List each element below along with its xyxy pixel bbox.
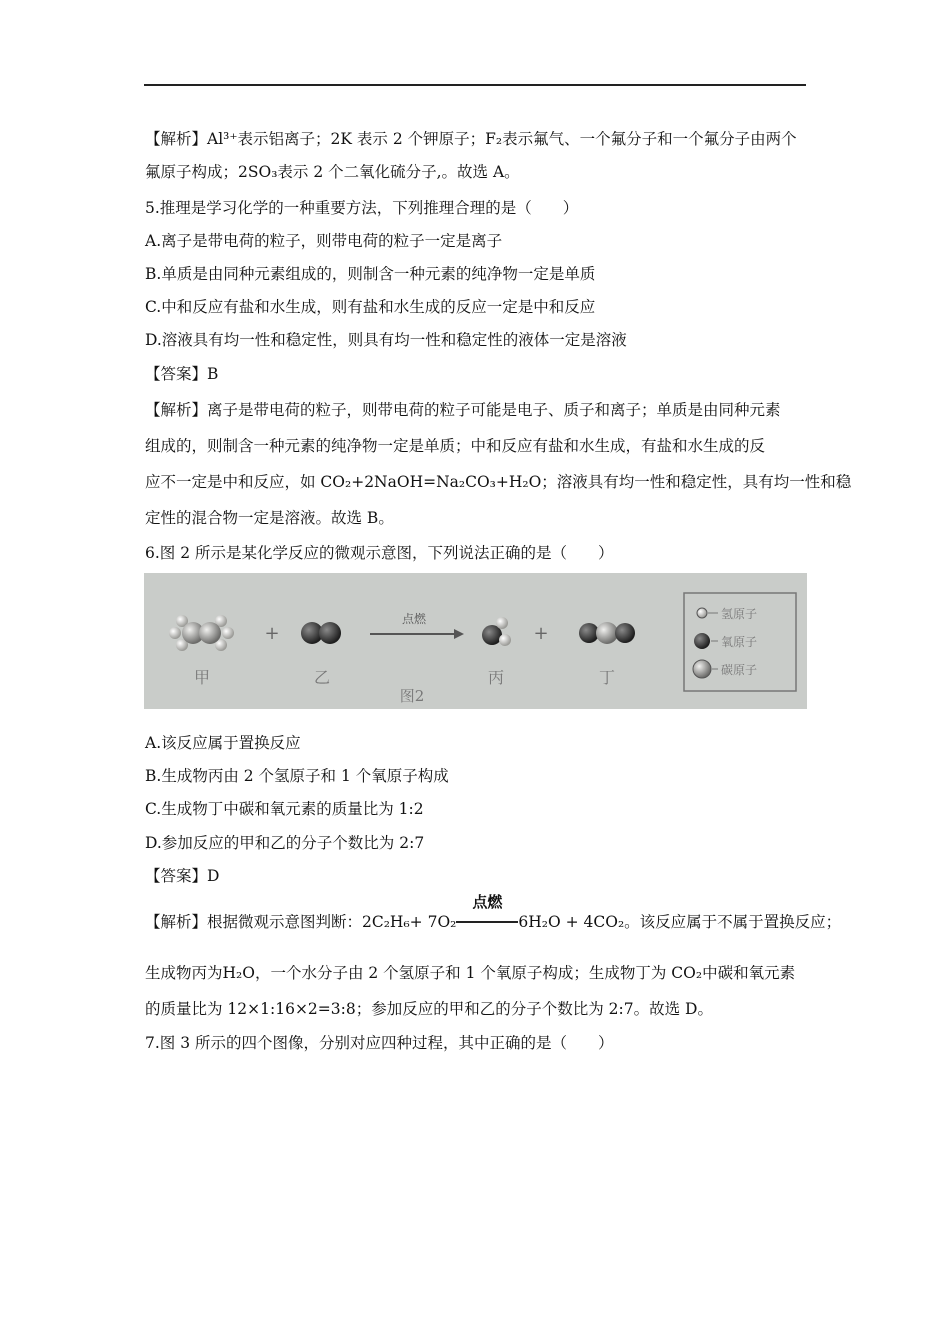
q5-option-b: B.单质是由同种元素组成的，则制含一种元素的纯净物一定是单质 xyxy=(145,265,596,283)
q6-option-d: D.参加反应的甲和乙的分子个数比为 2:7 xyxy=(145,834,425,852)
q5-analysis-line2: 组成的，则制含一种元素的纯净物一定是单质；中和反应有盐和水生成，有盐和水生成的反 xyxy=(145,437,766,455)
molecule-ding xyxy=(579,622,635,644)
question-6: 6.图 2 所示是某化学反应的微观示意图，下列说法正确的是（ ） xyxy=(145,544,614,562)
molecule-yi xyxy=(301,622,341,644)
arrow-condition-label: 点燃 xyxy=(401,612,427,626)
q6-analysis-line2: 生成物丙为H₂O，一个水分子由 2 个氢原子和 1 个氧原子构成；生成物丁为 CO₂中碳和氧元素 xyxy=(145,964,796,982)
q6-analysis-line1 xyxy=(145,893,842,932)
label-bing: 丙 xyxy=(487,668,505,687)
analysis-q4-line1: 【解析】Al³⁺表示铝离子；2K 表示 2 个钾原子；F₂表示氟气、一个氟分子和一个氟分子由两个 xyxy=(145,130,797,148)
q5-analysis-line4: 定性的混合物一定是溶液。故选 B。 xyxy=(145,509,394,527)
reaction-diagram-svg xyxy=(144,573,807,709)
q6-analysis-equation-right: 6H₂O + 4CO₂。该反应属于不属于置换反应； xyxy=(518,913,842,931)
question-5: 5.推理是学习化学的一种重要方法，下列推理合理的是（ ） xyxy=(145,199,579,217)
atom-legend xyxy=(684,593,796,691)
q6-analysis-line3: 的质量比为 12×1:16×2=3:8；参加反应的甲和乙的分子个数比为 2:7。故选 D。 xyxy=(145,1000,713,1018)
legend-hydrogen: 氢原子 xyxy=(721,607,758,621)
header-rule xyxy=(144,84,806,86)
molecule-jia xyxy=(169,615,234,651)
reaction-diagram-figure xyxy=(144,573,807,709)
q5-analysis-line3: 应不一定是中和反应，如 CO₂+2NaOH=Na₂CO₃+H₂O；溶液具有均一性和稳定性，具有均一性和稳 xyxy=(145,473,852,491)
q5-option-c: C.中和反应有盐和水生成，则有盐和水生成的反应一定是中和反应 xyxy=(145,298,596,316)
reaction-condition-bar xyxy=(456,913,518,923)
q5-answer: 【答案】B xyxy=(145,365,219,383)
plus-sign-2: + xyxy=(533,623,549,644)
q6-option-b: B.生成物丙由 2 个氢原子和 1 个氧原子构成 xyxy=(145,767,449,785)
plus-sign-1: + xyxy=(264,623,280,644)
reaction-condition-label: 点燃 xyxy=(472,893,503,911)
reaction-arrow xyxy=(370,611,464,639)
q5-option-d: D.溶液具有均一性和稳定性，则具有均一性和稳定性的液体一定是溶液 xyxy=(145,331,627,349)
legend-oxygen: 氧原子 xyxy=(721,635,758,649)
q6-answer: 【答案】D xyxy=(145,867,220,885)
q5-option-a: A.离子是带电荷的粒子，则带电荷的粒子一定是离子 xyxy=(145,232,503,250)
molecule-bing xyxy=(482,617,511,646)
label-jia: 甲 xyxy=(193,668,211,687)
q6-option-c: C.生成物丁中碳和氧元素的质量比为 1:2 xyxy=(145,800,424,818)
analysis-q4-line2: 氟原子构成；2SO₃表示 2 个二氧化硫分子,。故选 A。 xyxy=(145,163,520,181)
question-7: 7.图 3 所示的四个图像，分别对应四种过程，其中正确的是（ ） xyxy=(145,1034,614,1052)
legend-carbon: 碳原子 xyxy=(721,663,758,677)
q5-analysis-line1: 【解析】离子是带电荷的粒子，则带电荷的粒子可能是电子、质子和离子；单质是由同种元素 xyxy=(145,401,781,419)
reaction-condition xyxy=(456,893,518,932)
label-yi: 乙 xyxy=(313,668,331,687)
q6-option-a: A.该反应属于置换反应 xyxy=(145,734,301,752)
label-ding: 丁 xyxy=(598,668,616,687)
figure-caption: 图2 xyxy=(399,687,425,705)
q6-analysis-equation-left: 【解析】根据微观示意图判断：2C₂H₆+ 7O₂ xyxy=(145,913,457,931)
